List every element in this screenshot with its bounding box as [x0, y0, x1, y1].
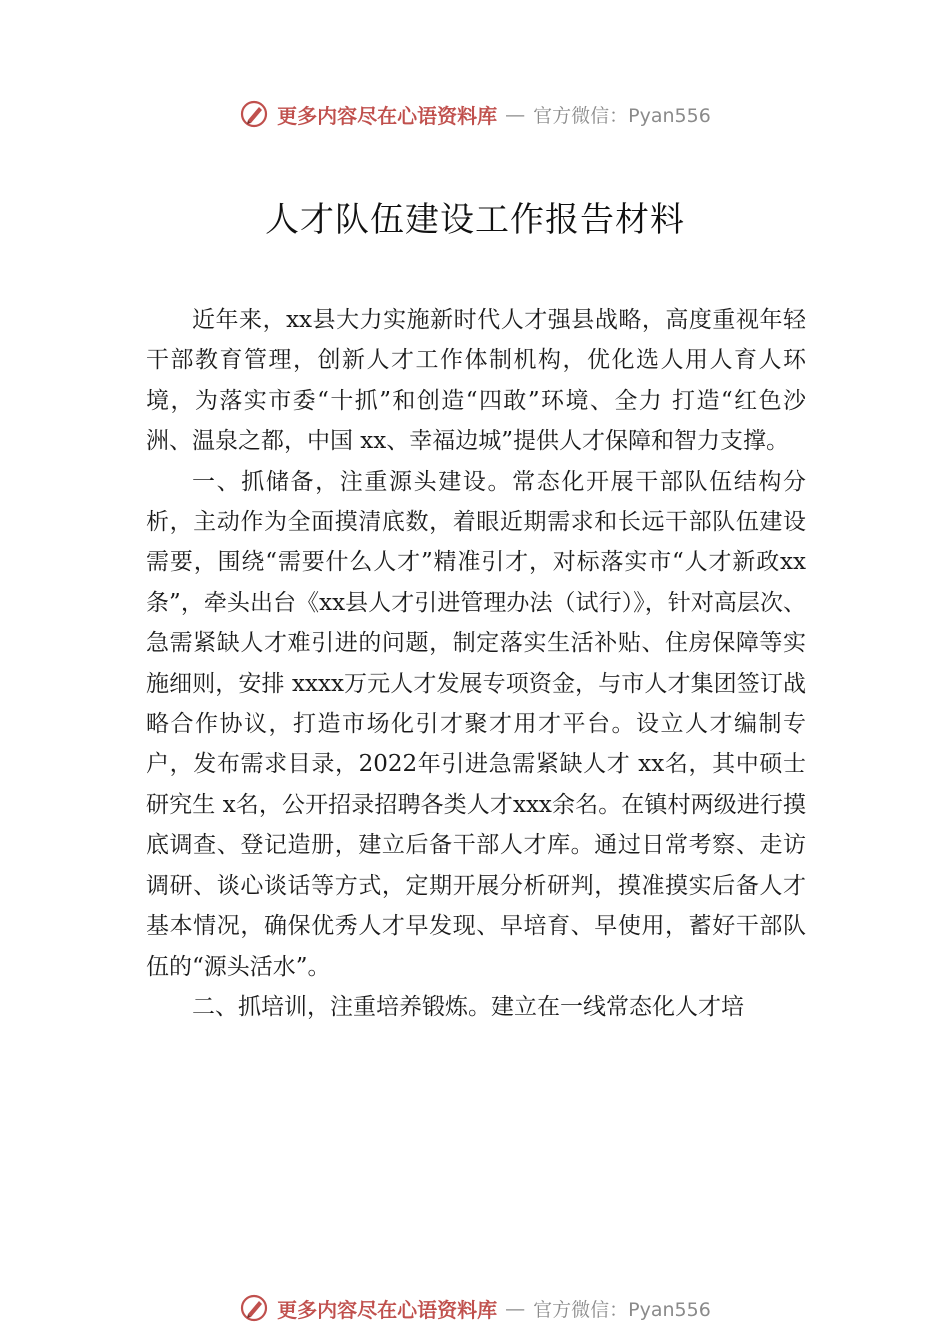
- paragraph-section-2: 二、抓培训，注重培养锻炼。建立在一线常态化人才培: [192, 993, 744, 1020]
- footer-watermark: [0, 1288, 950, 1328]
- watermark-separator: —: [505, 1296, 526, 1320]
- watermark-separator: —: [505, 102, 526, 126]
- header-watermark: [0, 94, 950, 134]
- document-body: [146, 300, 806, 1027]
- watermark-wechat-text: 官方微信：Pyan556: [533, 1298, 711, 1321]
- pen-logo-icon: [239, 99, 269, 129]
- watermark-main-text: 更多内容尽在心语资料库: [277, 103, 498, 128]
- document-title: 人才队伍建设工作报告材料: [265, 200, 685, 240]
- watermark-main-text: 更多内容尽在心语资料库: [277, 1297, 498, 1322]
- watermark-wechat-text: 官方微信：Pyan556: [533, 104, 711, 127]
- paragraph-section-1: 一、抓储备，注重源头建设。常态化开展干部队伍结构分析，主动作为全面摸清底数，着眼近期需求和长远干部队伍建设需要，围绕“需要什么人才”精准引才，对标落实市“人才新政xx条”，牵头出台《xx县人才引进管理办法（试行）》，针对高层次、急需紧缺人才难引进的问题，制定落实生活补贴、住房保障等实施细则，安排 xxxx万元人才发展专项资金，与市人才集团签订战略合作协议，打造市场化引才聚才用才平台。设立人才编制专户，发布需求目录，2022年引进急需紧缺人才 xx名，其中硕士研究生 x名，公开招录招聘各类人才xxx余名。在镇村两级进行摸底调查、登记造册，建立后备干部人才库。通过日常考察、走访调研、谈心谈话等方式，定期开展分析研判，摸准摸实后备人才基本情况，确保优秀人才早发现、早培育、早使用，蓄好干部队伍的“源头活水”。: [146, 468, 806, 980]
- paragraph-intro: 近年来，xx县大力实施新时代人才强县战略，高度重视年轻干部教育管理，创新人才工作体制机构，优化选人用人育人环境，为落实市委“十抓”和创造“四敢”环境、全力 打造“红色沙洲、温泉之都，中国 xx、幸福边城”提供人才保障和智力支撑。: [146, 307, 806, 455]
- pen-logo-icon: [239, 1293, 269, 1323]
